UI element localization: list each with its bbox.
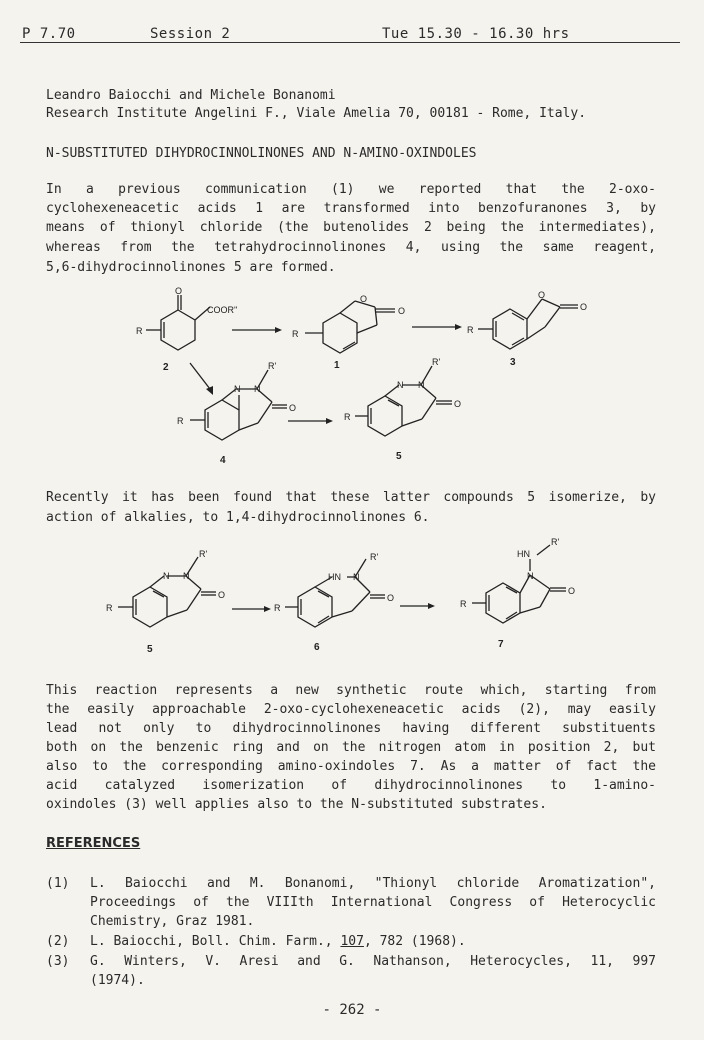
compound-5-structure xyxy=(344,357,461,462)
reaction-scheme-1 xyxy=(0,285,704,475)
r-label: R xyxy=(292,329,299,339)
reference-line: Chemistry, Graz 1981. xyxy=(90,914,255,929)
cooR-label: COOR'' xyxy=(207,305,238,315)
compound-5-structure xyxy=(106,549,225,655)
header-rule xyxy=(20,42,680,43)
nitrogen-label: N xyxy=(527,571,534,581)
nitrogen-label: N xyxy=(234,384,241,394)
paragraph1-line: 5,6-dihydrocinnolinones 5 are formed. xyxy=(46,260,336,275)
paragraph1-line: In a previous communication (1) we reported that the 2-oxo- xyxy=(46,182,656,197)
paragraph2-line: action of alkalies, to 1,4-dihydrocinnolinones 6. xyxy=(46,510,430,525)
r-label: R xyxy=(460,599,467,609)
compound-label-7: 7 xyxy=(498,639,504,650)
compound-label-5: 5 xyxy=(396,451,402,462)
reference-text: L. Baiocchi, Boll. Chim. Farm., xyxy=(90,934,341,949)
reference-line: Proceedings of the VIIIth International Congress of Heterocyclic xyxy=(90,895,656,910)
oxygen-label: O xyxy=(580,302,588,312)
compound-3-structure xyxy=(467,290,587,368)
session-label: Session 2 xyxy=(150,26,231,42)
compound-label-4: 4 xyxy=(220,455,226,466)
oxygen-label: O xyxy=(538,290,546,300)
oxygen-label: O xyxy=(360,294,368,304)
rprime-label: R' xyxy=(268,361,277,371)
rprime-label: R' xyxy=(199,549,208,559)
r-label: R xyxy=(274,603,281,613)
reference-line: G. Winters, V. Aresi and G. Nathanson, Heterocycles, 11, 997 xyxy=(90,954,656,969)
reference-line: L. Baiocchi and M. Bonanomi, "Thionyl chloride Aromatization", xyxy=(90,876,656,891)
reference-number: (3) xyxy=(46,954,70,969)
paragraph1-line: means of thionyl chloride (the butenolides 2 being the intermediates), xyxy=(46,220,656,235)
r-label: R xyxy=(467,325,474,335)
hn-label: HN xyxy=(328,572,341,582)
rprime-label: R' xyxy=(432,357,441,367)
oxygen-label: O xyxy=(568,586,576,596)
reference-number: (2) xyxy=(46,934,70,949)
compound-7-structure xyxy=(460,537,575,650)
compound-4-structure xyxy=(177,361,296,466)
authors: Leandro Baiocchi and Michele Bonanomi xyxy=(46,88,336,103)
references-heading: REFERENCES xyxy=(46,836,141,851)
reaction-scheme-2 xyxy=(0,535,704,665)
compound-2-structure xyxy=(136,286,238,373)
paragraph3-line: both on the benzenic ring and on the nitrogen atom in position 2, but xyxy=(46,740,656,755)
rprime-label: R' xyxy=(551,537,560,547)
paragraph1-line: cyclohexeneacetic acids 1 are transformed into benzofuranones 3, by xyxy=(46,201,656,216)
page-number: - 262 - xyxy=(322,1002,382,1018)
reference-line xyxy=(90,934,466,949)
oxygen-label: O xyxy=(398,306,406,316)
paragraph3-line: acid catalyzed isomerization of dihydrocinnolinones to 1-amino- xyxy=(46,778,656,793)
paragraph3-line: oxindoles (3) well applies also to the N-substituted substrates. xyxy=(46,797,547,812)
r-label: R xyxy=(177,416,184,426)
r-label: R xyxy=(344,412,351,422)
oxygen-label: O xyxy=(289,403,297,413)
compound-label-5: 5 xyxy=(147,644,153,655)
nitrogen-label: N xyxy=(254,384,261,394)
oxygen-label: O xyxy=(387,593,395,603)
oxygen-label: O xyxy=(454,399,462,409)
paragraph3-line: also to the corresponding amino-oxindoles 7. As a matter of fact the xyxy=(46,759,656,774)
affiliation: Research Institute Angelini F., Viale Amelia 70, 00181 - Rome, Italy. xyxy=(46,106,587,121)
r-label: R xyxy=(106,603,113,613)
rprime-label: R' xyxy=(370,552,379,562)
r-label: R xyxy=(136,326,143,336)
oxygen-label: O xyxy=(218,590,226,600)
nitrogen-label: N xyxy=(183,571,190,581)
compound-label-2: 2 xyxy=(163,362,169,373)
nitrogen-label: N xyxy=(163,571,170,581)
nitrogen-label: N xyxy=(397,380,404,390)
oxygen-label: O xyxy=(175,286,183,296)
paragraph3-line: lead not only to dihydrocinnolinones having different substituents xyxy=(46,721,656,736)
paragraph3-line: the easily approachable 2-oxo-cyclohexeneacetic acids (2), may easily xyxy=(46,702,656,717)
reference-text: , 782 (1968). xyxy=(363,934,466,949)
compound-6-structure xyxy=(274,552,394,653)
compound-label-6: 6 xyxy=(314,642,320,653)
paragraph1-line: whereas from the tetrahydrocinnolinones 4, using the same reagent, xyxy=(46,240,656,255)
hn-label: HN xyxy=(517,549,530,559)
compound-label-1: 1 xyxy=(334,360,340,371)
session-time: Tue 15.30 - 16.30 hrs xyxy=(382,26,570,42)
nitrogen-label: N xyxy=(353,572,360,582)
paragraph2-line: Recently it has been found that these latter compounds 5 isomerize, by xyxy=(46,490,656,505)
reference-line: (1974). xyxy=(90,973,145,988)
compound-label-3: 3 xyxy=(510,357,516,368)
compound-1-structure xyxy=(292,294,405,371)
paragraph3-line: This reaction represents a new synthetic route which, starting from xyxy=(46,683,656,698)
nitrogen-label: N xyxy=(418,380,425,390)
reference-number: (1) xyxy=(46,876,70,891)
paper-title: N-SUBSTITUTED DIHYDROCINNOLINONES AND N-AMINO-OXINDOLES xyxy=(46,146,477,161)
reference-volume: 107 xyxy=(340,934,364,949)
poster-code: P 7.70 xyxy=(22,26,76,42)
